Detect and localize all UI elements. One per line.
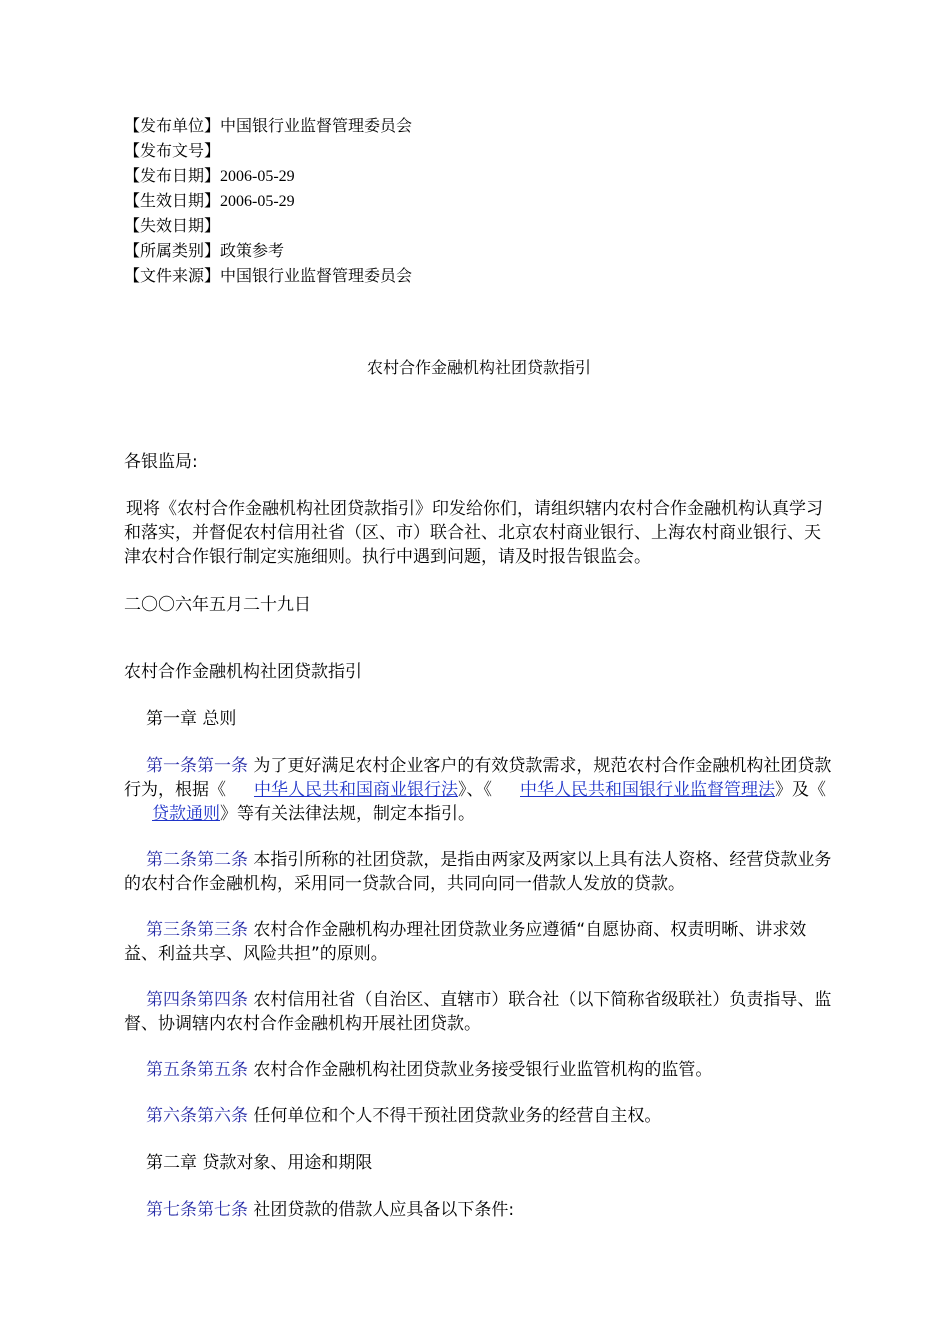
article-1-text: 》、《 [458, 780, 492, 800]
meta-label: 【所属类别】 [124, 241, 221, 260]
article-7 [124, 1198, 834, 1222]
intro-paragraph: 现将《农村合作金融机构社团贷款指引》印发给你们，请组织辖内农村合作金融机构认真学习和落实，并督促农村信用社省（区、市）联合社、北京农村商业银行、上海农村商业银行、天津农村合作银行制定实施细则。执行中遇到问题，请及时报告银监会。 [124, 499, 823, 567]
subtitle: 农村合作金融机构社团贷款指引 [124, 662, 362, 682]
meta-doc-number [124, 138, 834, 163]
meta-category [124, 238, 834, 263]
article-5-label: 第五条第五条 [146, 1060, 248, 1080]
meta-label: 【发布单位】 [124, 116, 221, 135]
chapter-1-heading: 第一章 总则 [146, 709, 237, 729]
meta-value: 2006-05-29 [220, 193, 295, 210]
article-6-label: 第六条第六条 [146, 1106, 248, 1126]
salutation: 各银监局: [124, 452, 198, 472]
meta-source [124, 263, 834, 288]
article-4-label: 第四条第四条 [146, 990, 248, 1010]
meta-value: 政策参考 [220, 241, 285, 260]
meta-effective-date [124, 188, 834, 213]
meta-label: 【文件来源】 [124, 266, 221, 285]
article-3-label: 第三条第三条 [146, 920, 248, 940]
article-2 [124, 848, 834, 896]
chapter-2-heading: 第二章 贷款对象、用途和期限 [146, 1153, 373, 1173]
article-7-text: 社团贷款的借款人应具备以下条件: [253, 1200, 515, 1220]
meta-label: 【生效日期】 [124, 191, 221, 210]
article-6-text: 任何单位和个人不得干预社团贷款业务的经营自主权。 [253, 1106, 662, 1126]
article-7-label: 第七条第七条 [146, 1200, 248, 1220]
meta-label: 【发布日期】 [124, 166, 221, 185]
document-title: 农村合作金融机构社团贷款指引 [366, 358, 591, 377]
article-4 [124, 988, 834, 1036]
meta-publisher [124, 113, 834, 138]
meta-label: 【失效日期】 [124, 216, 221, 235]
link-commercial-bank-law[interactable]: 中华人民共和国商业银行法 [254, 780, 458, 800]
article-3-text: 农村合作金融机构办理社团贷款业务应遵循“自愿协商、权责明晰、讲求效益、利益共享、风险共担”的原则。 [124, 920, 807, 964]
date-line: 二〇〇六年五月二十九日 [124, 595, 311, 615]
article-1 [124, 754, 834, 826]
article-2-label: 第二条第二条 [146, 850, 248, 870]
metadata-block [124, 113, 834, 288]
article-1-text: 为了更好满足农村企业客户的有效贷款需求，规范农村合作金融机构社团贷款行为，根据《 [124, 756, 832, 800]
link-banking-supervision-law[interactable]: 中华人民共和国银行业监督管理法 [520, 780, 775, 800]
article-3 [124, 918, 834, 966]
article-5 [124, 1058, 834, 1082]
article-5-text: 农村合作金融机构社团贷款业务接受银行业监管机构的监管。 [253, 1060, 713, 1080]
article-1-text: 》等有关法律法规，制定本指引。 [220, 804, 475, 824]
meta-value: 中国银行业监督管理委员会 [220, 266, 413, 285]
article-6 [124, 1104, 834, 1128]
meta-value: 2006-05-29 [220, 168, 295, 185]
meta-value: 中国银行业监督管理委员会 [220, 116, 413, 135]
article-4-text: 农村信用社省（自治区、直辖市）联合社（以下简称省级联社）负责指导、监督、协调辖内农村合作金融机构开展社团贷款。 [124, 990, 832, 1034]
meta-expiry-date [124, 213, 834, 238]
article-1-text: 》及《 [775, 780, 826, 800]
meta-publish-date [124, 163, 834, 188]
meta-label: 【发布文号】 [124, 141, 221, 160]
article-2-text: 本指引所称的社团贷款，是指由两家及两家以上具有法人资格、经营贷款业务的农村合作金融机构，采用同一贷款合同，共同向同一借款人发放的贷款。 [124, 850, 832, 894]
article-1-label: 第一条第一条 [146, 756, 248, 776]
link-loan-general-rules[interactable]: 贷款通则 [152, 804, 220, 824]
